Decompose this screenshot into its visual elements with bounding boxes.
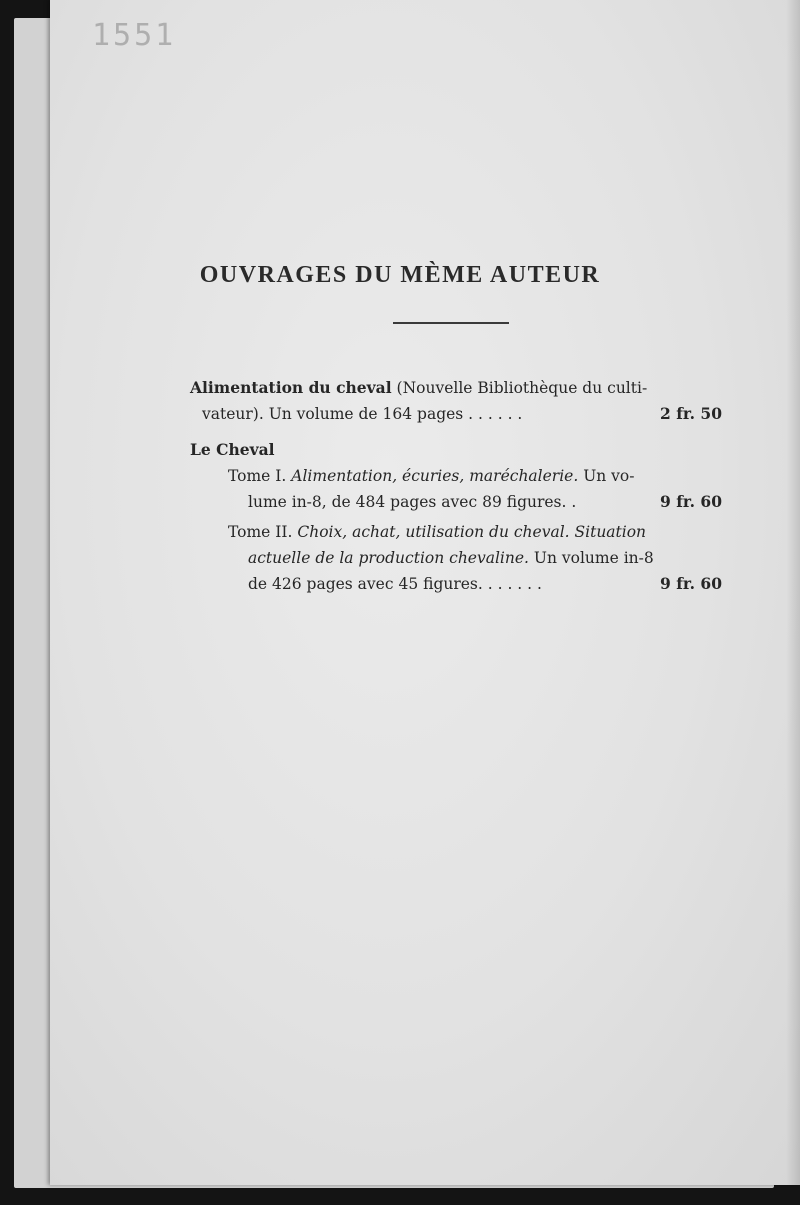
entry-alimentation-title: Alimentation du cheval [190,378,392,397]
entry-tome2-line1 [190,519,722,545]
entry-alimentation-price: 2 fr. 50 [660,404,722,423]
catalog-number-mark: 1551 [92,18,177,53]
tome2-subtitle-part1: Choix, achat, utilisation du cheval. Situation [297,523,647,541]
tome1-label: Tome I. [228,467,287,485]
tome1-price: 9 fr. 60 [660,492,722,511]
entry-tome1-line1 [190,463,722,489]
spacer [190,427,722,437]
page-edge-shadow [786,0,800,1185]
tome2-price: 9 fr. 60 [660,574,722,593]
entry-tome2-line3 [190,571,722,597]
page-title: OUVRAGES DU MÈME AUTEUR [199,262,601,288]
works-list [190,375,722,597]
entry-cheval-heading [190,437,722,463]
tome1-details: lume in-8, de 484 pages avec 89 figures. . [248,493,577,511]
title-rule [393,322,509,324]
entry-tome1-line2 [190,489,722,515]
entry-alimentation-series: (Nouvelle Bibliothèque du culti- [391,379,648,397]
entry-cheval-title: Le Cheval [190,440,275,459]
entry-alimentation-line2 [190,401,722,427]
entry-alimentation-details: vateur). Un volume de 164 pages . . . . . . [202,405,523,423]
tome2-details: de 426 pages avec 45 figures. . . . . . . [248,575,542,593]
tome2-label: Tome II. [228,523,293,541]
entry-tome2-line2 [190,545,722,571]
tome2-subtitle-part2: actuelle de la production chevaline. [248,549,529,567]
tome1-subtitle: Alimentation, écuries, maréchalerie. [291,467,579,485]
entry-alimentation-line1 [190,375,722,401]
tome2-volume-start: Un volume in-8 [528,549,654,567]
tome1-volume-start: Un vo- [578,467,635,485]
